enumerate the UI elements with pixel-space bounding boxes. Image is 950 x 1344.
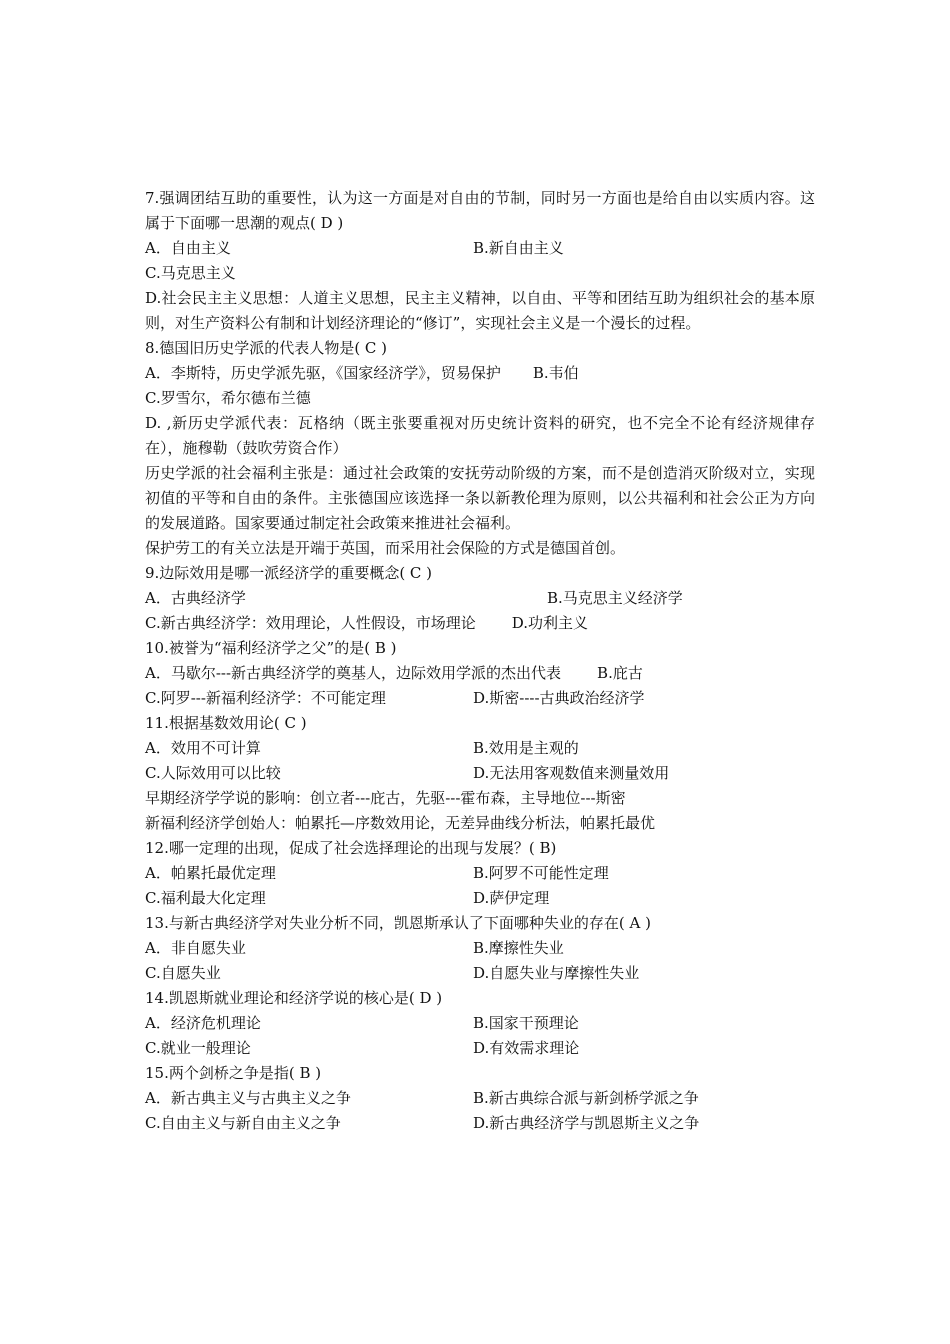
- option-b: B.国家干预理论: [473, 1014, 579, 1032]
- option-b: B.韦伯: [532, 364, 579, 382]
- question-11-stem: 11.根据基数效用论( C ): [145, 714, 307, 732]
- option-c: C.自由主义与新自由主义之争: [145, 1114, 341, 1132]
- note-labor-legislation: 保护劳工的有关立法是开端于英国，而采用社会保险的方式是德国首创。: [145, 539, 626, 557]
- question-12-stem: 12.哪一定理的出现，促成了社会选择理论的出现与发展？( B): [145, 839, 557, 857]
- option-d: D.自愿失业与摩擦性失业: [473, 964, 640, 982]
- question-11-options-ab: [145, 736, 815, 761]
- option-d: D.有效需求理论: [473, 1039, 580, 1057]
- question-15-options-cd: [145, 1111, 815, 1136]
- note-historical-school-welfare: 历史学派的社会福利主张是：通过社会政策的安抚劳动阶级的方案，而不是创造消灭阶级对立，实现初值的平等和自由的条件。主张德国应该选择一条以新教伦理为原则，以公共福利和社会公正为方向的发展道路。国家要通过制定社会政策来推进社会福利。: [145, 464, 815, 532]
- question-8-options-ab: [145, 361, 815, 386]
- option-b: B.新自由主义: [473, 239, 564, 257]
- option-a: A．马歇尔---新古典经济学的奠基人，边际效用学派的杰出代表: [145, 664, 562, 682]
- question-14-options-cd: [145, 1036, 815, 1061]
- note-early-welfare-economics: 早期经济学学说的影响：创立者---庇古，先驱---霍布森，主导地位---斯密: [145, 789, 626, 807]
- option-c: C.新古典经济学：效用理论，人性假设，市场理论: [145, 614, 476, 632]
- question-15-stem: 15.两个剑桥之争是指( B ): [145, 1064, 322, 1082]
- option-a: A．效用不可计算: [145, 739, 261, 757]
- option-d: D.功利主义: [511, 614, 588, 632]
- option-a: A．非自愿失业: [145, 939, 246, 957]
- option-b: B.马克思主义经济学: [547, 589, 683, 607]
- option-a: A．帕累托最优定理: [145, 864, 276, 882]
- option-b: B.庇古: [597, 664, 643, 682]
- question-8-option-d: D. ,新历史学派代表：瓦格纳（既主张要重视对历史统计资料的研究，也不完全不论有经济规律存在），施穆勒（鼓吹劳资合作）: [145, 414, 815, 457]
- question-7-option-c: C.马克思主义: [145, 264, 236, 282]
- note-new-welfare-economics: 新福利经济学创始人：帕累托—序数效用论，无差异曲线分析法，帕累托最优: [145, 814, 656, 832]
- question-12-options-ab: [145, 861, 815, 886]
- question-13-options-ab: [145, 936, 815, 961]
- option-b: B.阿罗不可能性定理: [473, 864, 609, 882]
- option-a: A．李斯特，历史学派先驱，《国家经济学》，贸易保护: [145, 364, 501, 382]
- option-c: C.就业一般理论: [145, 1039, 251, 1057]
- option-d: D.无法用客观数值来测量效用: [473, 764, 670, 782]
- document-page: [145, 186, 815, 1136]
- question-8-stem: 8.德国旧历史学派的代表人物是( C ): [145, 339, 388, 357]
- option-a: A．经济危机理论: [145, 1014, 261, 1032]
- question-14-stem: 14.凯恩斯就业理论和经济学说的核心是( D ): [145, 989, 443, 1007]
- question-9-options-cd: [145, 611, 815, 636]
- option-b: B.效用是主观的: [473, 739, 579, 757]
- question-7-option-d: D.社会民主主义思想：人道主义思想，民主主义精神，以自由、平等和团结互助为组织社会的基本原则，对生产资料公有制和计划经济理论的“修订”，实现社会主义是一个漫长的过程。: [145, 289, 815, 332]
- question-13-options-cd: [145, 961, 815, 986]
- question-9-options-ab: [145, 586, 815, 611]
- option-a: A．新古典主义与古典主义之争: [145, 1089, 351, 1107]
- question-11-options-cd: [145, 761, 815, 786]
- option-c: C.阿罗---新福利经济学：不可能定理: [145, 689, 386, 707]
- question-14-options-ab: [145, 1011, 815, 1036]
- option-d: D.斯密----古典政治经济学: [473, 689, 645, 707]
- question-10-options-cd: [145, 686, 815, 711]
- question-7-stem: 7.强调团结互助的重要性，认为这一方面是对自由的节制，同时另一方面也是给自由以实质内容。这属于下面哪一思潮的观点( D ): [145, 189, 815, 232]
- question-10-options-ab: [145, 661, 815, 686]
- option-a: A．古典经济学: [145, 589, 246, 607]
- question-13-stem: 13.与新古典经济学对失业分析不同，凯恩斯承认了下面哪种失业的存在( A ): [145, 914, 651, 932]
- option-b: B.新古典综合派与新剑桥学派之争: [473, 1089, 699, 1107]
- question-7-options-ab: [145, 236, 815, 261]
- question-12-options-cd: [145, 886, 815, 911]
- option-a: A．自由主义: [145, 239, 231, 257]
- option-d: D.萨伊定理: [473, 889, 550, 907]
- option-c: C.人际效用可以比较: [145, 764, 281, 782]
- question-8-option-c: C.罗雪尔，希尔德布兰德: [145, 389, 311, 407]
- question-9-stem: 9.边际效用是哪一派经济学的重要概念( C ): [145, 564, 433, 582]
- option-c: C.福利最大化定理: [145, 889, 266, 907]
- question-15-options-ab: [145, 1086, 815, 1111]
- option-c: C.自愿失业: [145, 964, 221, 982]
- option-b: B.摩擦性失业: [473, 939, 564, 957]
- question-10-stem: 10.被誉为“福利经济学之父”的是( B ): [145, 639, 397, 657]
- option-d: D.新古典经济学与凯恩斯主义之争: [473, 1114, 700, 1132]
